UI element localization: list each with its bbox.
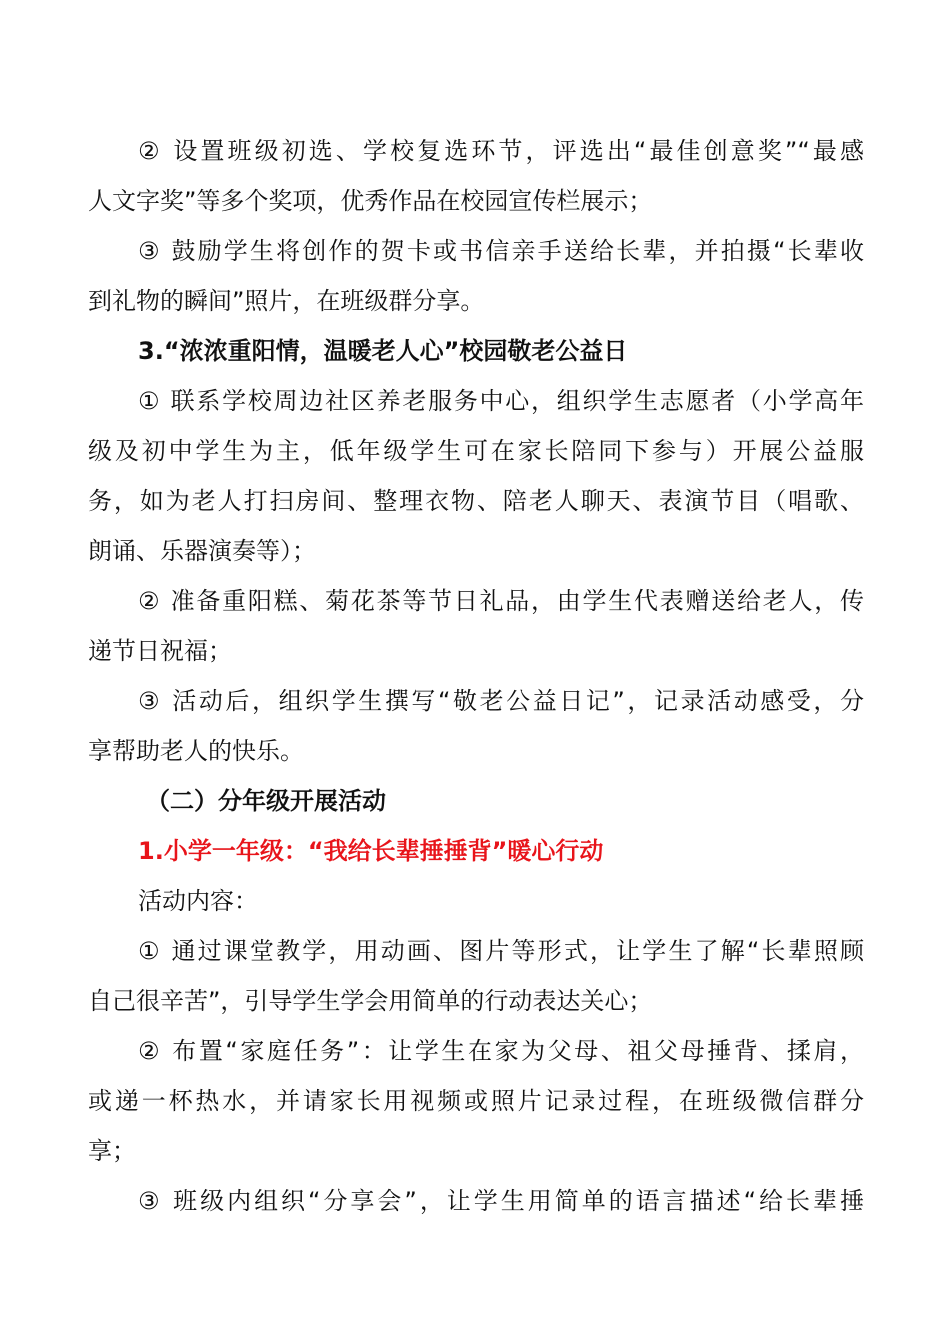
document-page xyxy=(88,126,864,1226)
paragraph-line: 递节日祝福； xyxy=(88,637,232,665)
paragraph-line: ② 设置班级初选、学校复选环节，评选出“最佳创意奖”“最感 xyxy=(138,137,864,165)
subsection-heading: 1.小学一年级：“我给长辈捶捶背”暖心行动 xyxy=(138,837,604,865)
section-heading: （二）分年级开展活动 xyxy=(146,787,386,815)
paragraph-line: 朗诵、乐器演奏等）； xyxy=(88,537,316,565)
paragraph-line: ③ 活动后，组织学生撰写“敬老公益日记”，记录活动感受，分 xyxy=(138,687,864,715)
paragraph-line: 或递一杯热水，并请家长用视频或照片记录过程，在班级微信群分 xyxy=(88,1087,864,1115)
paragraph-line: ③ 班级内组织“分享会”，让学生用简单的语言描述“给长辈捶 xyxy=(138,1187,864,1215)
paragraph-line: ② 布置“家庭任务”：让学生在家为父母、祖父母捶背、揉肩， xyxy=(138,1037,864,1065)
section-heading: 3.“浓浓重阳情，温暖老人心”校园敬老公益日 xyxy=(138,337,628,365)
paragraph-line: 活动内容： xyxy=(138,887,258,915)
paragraph-line: 级及初中学生为主，低年级学生可在家长陪同下参与）开展公益服 xyxy=(88,437,864,465)
paragraph-line: 享； xyxy=(88,1137,136,1165)
paragraph-line: 到礼物的瞬间”照片，在班级群分享。 xyxy=(88,287,485,315)
paragraph-line: 务，如为老人打扫房间、整理衣物、陪老人聊天、表演节目（唱歌、 xyxy=(88,487,864,515)
paragraph-line: ① 联系学校周边社区养老服务中心，组织学生志愿者（小学高年 xyxy=(138,387,864,415)
paragraph-line: 享帮助老人的快乐。 xyxy=(88,737,304,765)
paragraph-line: 自己很辛苦”，引导学生学会用简单的行动表达关心； xyxy=(88,987,653,1015)
paragraph-line: ③ 鼓励学生将创作的贺卡或书信亲手送给长辈，并拍摄“长辈收 xyxy=(138,237,864,265)
paragraph-line: ② 准备重阳糕、菊花茶等节日礼品，由学生代表赠送给老人，传 xyxy=(138,587,864,615)
paragraph-line: ① 通过课堂教学，用动画、图片等形式，让学生了解“长辈照顾 xyxy=(138,937,864,965)
paragraph-line: 人文字奖”等多个奖项，优秀作品在校园宣传栏展示； xyxy=(88,187,653,215)
